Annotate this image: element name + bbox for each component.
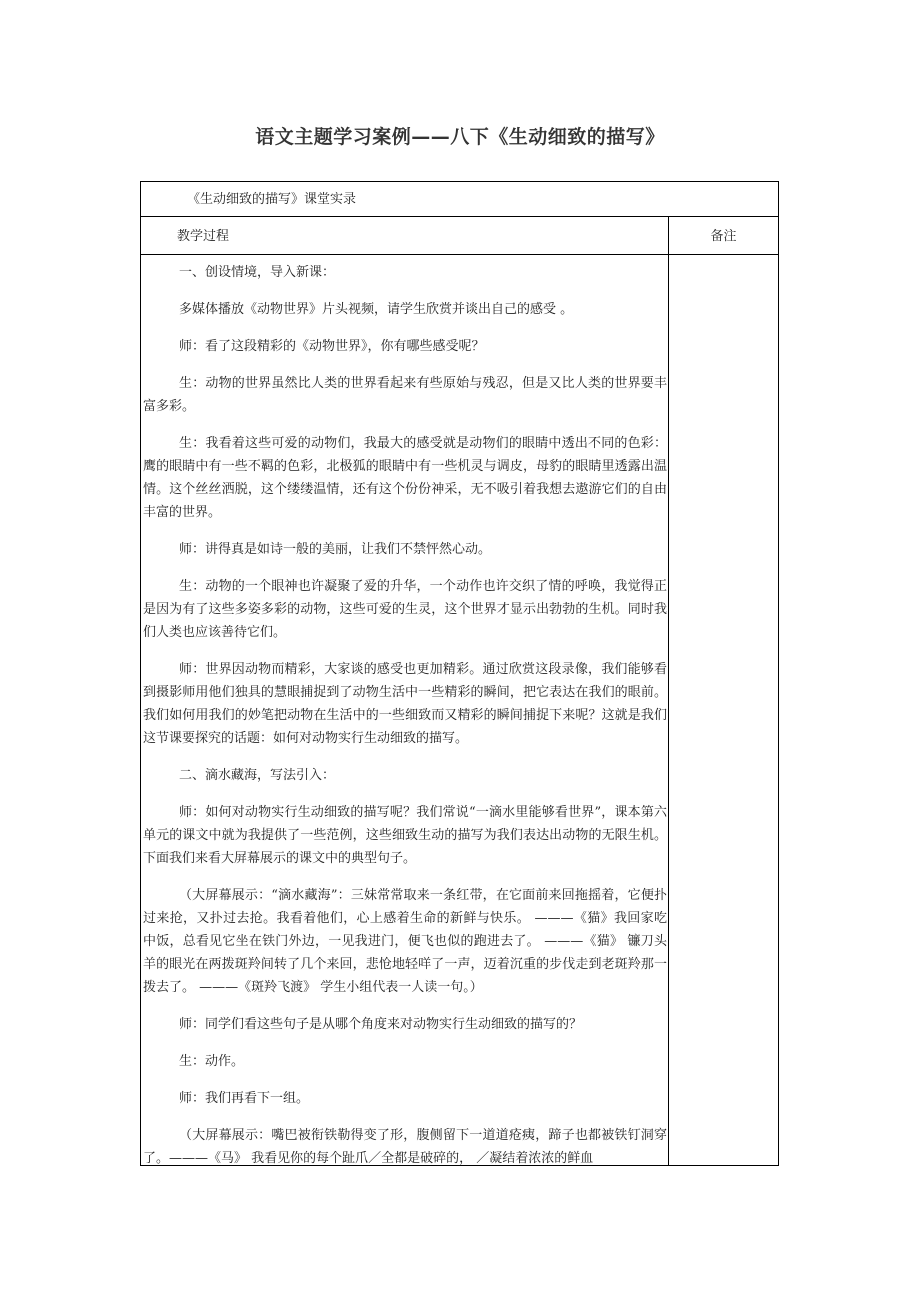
table-header-row: [141, 217, 778, 255]
paragraph: 师：世界因动物而精彩，大家谈的感受也更加精彩。通过欣赏这段录像，我们能够看到摄影师用他们独具的慧眼捕捉到了动物生活中一些精彩的瞬间，把它表达在我们的眼前。我们如何用我们的妙笔把动物在生活中的一些细致而又精彩的瞬间捕捉下来呢？这就是我们这节课要探究的话题：如何对动物实行生动细致的描写。: [143, 662, 667, 746]
table-caption: 《生动细致的描写》课堂实录: [187, 192, 357, 207]
document-title: 语文主题学习案例——八下《生动细致的描写》: [255, 126, 665, 148]
column-header-notes: 备注: [710, 229, 737, 244]
paragraph: 师：如何对动物实行生动细致的描写呢？我们常说“一滴水里能够看世界”，课本第六单元的课文中就为我提供了一些范例，这些细致生动的描写为我们表达出动物的无限生机。下面我们来看大屏幕展示的课文中的典型句子。: [143, 805, 667, 866]
column-divider: [668, 217, 669, 1165]
record-table: [140, 181, 779, 1166]
paragraph: 生：动物的世界虽然比人类的世界看起来有些原始与残忍，但是又比人类的世界要丰富多彩。: [143, 376, 667, 414]
paragraph: 师：我们再看下一组。: [179, 1091, 310, 1106]
paragraph: 生：动作。: [179, 1054, 245, 1069]
paragraph: （大屏幕展示：嘴巴被衔铁勒得变了形，腹侧留下一道道疮痍，蹄子也都被铁钉洞穿了。———《马》 我看见你的每个趾爪／全都是破碎的， ／凝结着浓浓的鲜血: [143, 1128, 667, 1165]
teaching-process-cell: [141, 255, 668, 1165]
paragraph: 生：我看着这些可爱的动物们，我最大的感受就是动物们的眼睛中透出不同的色彩：鹰的眼睛中有一些不羁的色彩，北极狐的眼睛中有一些机灵与调皮，母豹的眼睛里透露出温情。这个丝丝洒脱，这个缕缕温情，还有这个份份神采，无不吸引着我想去遨游它们的自由丰富的世界。: [143, 436, 667, 520]
paragraph: （大屏幕展示：“滴水藏海”：三妹常常取来一条红带，在它面前来回拖摇着，它便扑过来抢，又扑过去抢。我看着他们，心上感着生命的新鲜与快乐。 ———《猫》我回家吃中饭，总看见它坐在铁门外边，一见我进门，便飞也似的跑进去了。 ———《猫》 镰刀头羊的眼光在两拨斑羚间转了几个来回，悲怆地轻咩了一声，迈着沉重的步伐走到老斑羚那一拨去了。 ———《斑羚飞渡》 学生小组代表一人读一句。）: [143, 888, 667, 995]
paragraph: 一、创设情境，导入新课：: [179, 265, 336, 280]
paragraph: 师：看了这段精彩的《动物世界》，你有哪些感受呢？: [179, 339, 485, 354]
paragraph: 师：讲得真是如诗一般的美丽，让我们不禁怦然心动。: [179, 542, 492, 557]
column-header-process: 教学过程: [177, 229, 230, 244]
paragraph: 师：同学们看这些句子是从哪个角度来对动物实行生动细致的描写的？: [179, 1017, 583, 1032]
paragraph: 生：动物的一个眼神也许凝聚了爱的升华，一个动作也许交织了情的呼唤，我觉得正是因为有了这些多姿多彩的动物，这些可爱的生灵，这个世界才显示出勃勃的生机。同时我们人类也应该善待它们。: [143, 579, 667, 640]
paragraph: 多媒体播放《动物世界》片头视频，请学生欣赏并谈出自己的感受 。: [179, 302, 574, 317]
table-caption-row: [141, 182, 778, 217]
paragraph: 二、滴水藏海，写法引入：: [179, 768, 336, 783]
